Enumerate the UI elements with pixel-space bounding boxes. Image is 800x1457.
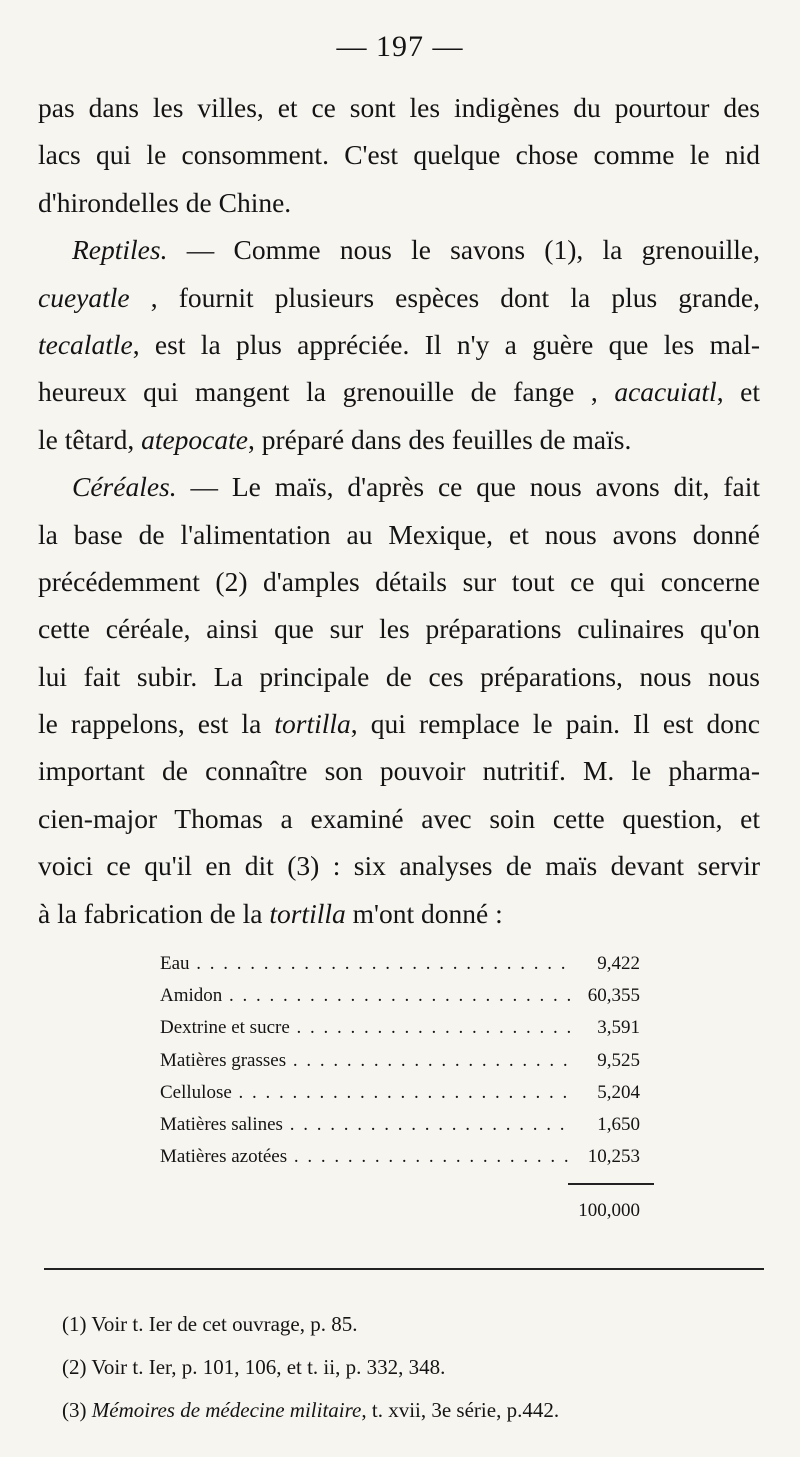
table-row xyxy=(160,953,640,985)
row-value: 9,525 xyxy=(597,1049,640,1071)
row-value: 3,591 xyxy=(597,1017,640,1039)
text-line: le rappelons, est la tortilla, qui remplace le pain. Il est donc xyxy=(38,708,760,740)
text-line: important de connaître son pouvoir nutritif. M. le pharma- xyxy=(38,755,760,787)
text-line: lui fait subir. La principale de ces préparations, nous nous xyxy=(38,660,760,692)
footnotes xyxy=(62,1303,559,1432)
footnote: (2) Voir t. Ier, p. 101, 106, et t. ii, p. 332, 348. xyxy=(62,1355,446,1379)
row-label: Amidon . . . xyxy=(160,985,570,1007)
row-value: 10,253 xyxy=(587,1146,640,1168)
row-label: Matières azotées . . . xyxy=(160,1146,570,1168)
row-value: 1,650 xyxy=(597,1113,640,1135)
text-line: d'hirondelles de Chine. xyxy=(38,186,292,218)
text-line: à la fabrication de la tortilla m'ont donné : xyxy=(38,897,503,929)
table-row xyxy=(160,1017,640,1049)
row-label: Matières grasses . . . xyxy=(160,1050,570,1072)
row-value: 5,204 xyxy=(597,1081,640,1103)
page-number: — 197 — xyxy=(336,30,464,63)
text-line: cette céréale, ainsi que sur les préparations culinaires qu'on xyxy=(38,613,760,645)
table-total: 100,000 xyxy=(578,1200,640,1221)
footnote: (3) Mémoires de médecine militaire, t. xvii, 3e série, p.442. xyxy=(62,1398,560,1422)
row-label: Cellulose . . . xyxy=(160,1082,570,1104)
text-line: voici ce qu'il en dit (3) : six analyses de maïs devant servir xyxy=(38,850,760,882)
footnote: (1) Voir t. Ier de cet ouvrage, p. 85. xyxy=(62,1312,358,1336)
sum-rule xyxy=(568,1183,654,1185)
footnote-rule xyxy=(44,1268,764,1270)
text-line: pas dans les villes, et ce sont les indigènes du pourtour des xyxy=(38,92,760,123)
text-line: heureux qui mangent la grenouille de fange , acacuiatl, et xyxy=(38,376,760,408)
row-label: Dextrine et sucre . . . xyxy=(160,1017,570,1039)
text-line: Céréales. — Le maïs, d'après ce que nous avons dit, fait xyxy=(72,471,760,503)
text-line: cien-major Thomas a examiné avec soin cette question, et xyxy=(38,802,760,834)
text-line: lacs qui le consomment. C'est quelque chose comme le nid xyxy=(38,139,760,171)
text-line: cueyatle , fournit plusieurs espèces dont la plus grande, xyxy=(38,281,760,313)
table-row xyxy=(160,1114,640,1146)
row-label: Matières salines . . . xyxy=(160,1114,570,1136)
text-line: tecalatle, est la plus appréciée. Il n'y a guère que les mal- xyxy=(38,328,760,360)
text-line: précédemment (2) d'amples détails sur tout ce qui concerne xyxy=(38,565,760,597)
text-line: le têtard, atepocate, préparé dans des feuilles de maïs. xyxy=(38,423,632,455)
analysis-table xyxy=(160,953,640,1178)
text-line: la base de l'alimentation au Mexique, et nous avons donné xyxy=(38,518,760,550)
table-row xyxy=(160,1082,640,1114)
row-value: 9,422 xyxy=(597,953,640,974)
row-value: 60,355 xyxy=(587,985,640,1007)
body-text xyxy=(38,84,760,937)
table-row xyxy=(160,1050,640,1082)
text-line: Reptiles. — Comme nous le savons (1), la grenouille, xyxy=(72,234,760,266)
table-row xyxy=(160,1146,640,1178)
row-label: Eau . . . xyxy=(160,953,570,975)
table-row xyxy=(160,985,640,1017)
